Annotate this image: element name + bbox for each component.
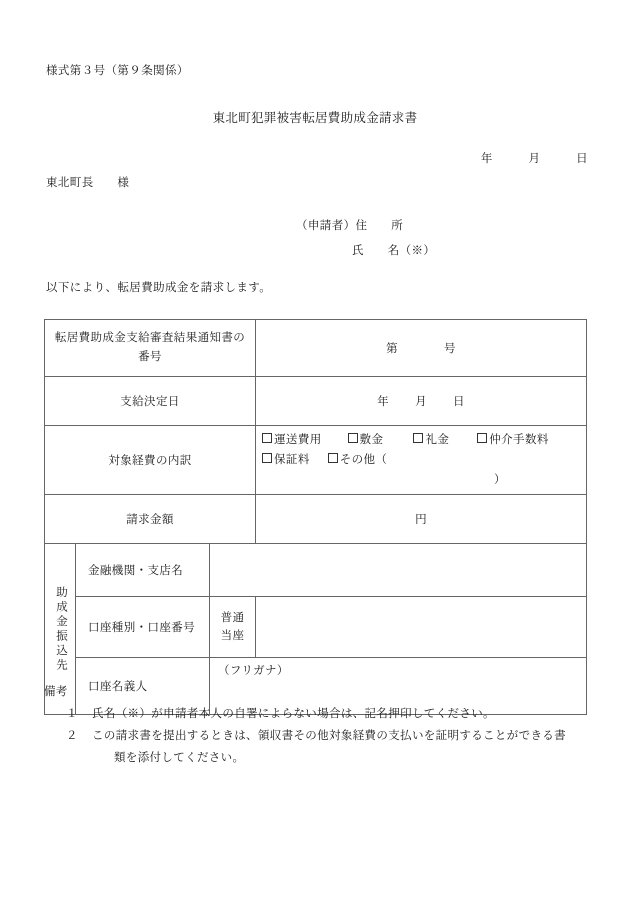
notice-number-dai: 第 xyxy=(386,343,399,355)
bank-institution-label: 金融機関・支店名 xyxy=(76,544,210,597)
remarks-title: 備考 xyxy=(44,686,68,698)
account-type-number-label: 口座種別・口座番号 xyxy=(76,597,210,658)
checkbox-label-guarantee-fee: 保証料 xyxy=(274,454,310,466)
checkbox-option-guarantee-fee[interactable] xyxy=(262,450,310,470)
expense-breakdown-row-1 xyxy=(262,430,586,450)
checkbox-icon[interactable] xyxy=(477,433,487,443)
remarks-item-2-continuation: 類を添付してください。 xyxy=(114,752,245,764)
notice-number-label-line2: 番号 xyxy=(138,351,162,363)
claim-amount-value-cell[interactable] xyxy=(256,495,587,544)
checkbox-option-deposit[interactable] xyxy=(348,430,384,450)
date-entry-line: 年 月 日 xyxy=(480,153,588,165)
intro-statement: 以下により、転居費助成金を請求します。 xyxy=(46,282,272,294)
decision-date-label: 支給決定日 xyxy=(45,377,256,426)
notice-number-label xyxy=(45,320,256,377)
remarks-item-2-text: この請求書を提出するときは、領収書その他対象経費の支払いを証明することができる書 xyxy=(92,730,566,742)
decision-date-value-cell[interactable] xyxy=(256,377,587,426)
remarks-item-1-text: 氏名（※）が申請者本人の自署によらない場合は、記名押印してください。 xyxy=(92,708,495,720)
checkbox-option-keymoney[interactable] xyxy=(413,430,449,450)
table-row-bank-institution xyxy=(45,544,587,597)
account-holder-label: 口座名義人 xyxy=(76,658,210,715)
checkbox-icon[interactable] xyxy=(348,433,358,443)
applicant-block xyxy=(296,214,435,264)
remarks-section xyxy=(44,681,592,769)
claim-amount-unit: 円 xyxy=(415,514,427,526)
notice-number-label-line1: 転居費助成金支給審査結果通知書の xyxy=(54,332,246,344)
account-number-value[interactable] xyxy=(256,597,587,658)
expense-breakdown-row-2 xyxy=(262,450,586,490)
expense-breakdown-options-cell xyxy=(256,426,587,495)
other-open-paren: （ xyxy=(375,454,388,466)
checkbox-option-brokerage-fee[interactable] xyxy=(477,430,549,450)
table-row-claim-amount xyxy=(45,495,587,544)
checkbox-option-other[interactable] xyxy=(328,450,376,470)
checkbox-label-other: その他 xyxy=(339,454,376,466)
expense-breakdown-label: 対象経費の内訳 xyxy=(45,426,256,495)
decision-date-day: 日 xyxy=(452,396,465,408)
notice-number-gou: 号 xyxy=(444,343,456,355)
checkbox-label-keymoney: 礼金 xyxy=(425,434,450,446)
checkbox-label-brokerage-fee: 仲介手数料 xyxy=(489,434,549,446)
checkbox-icon[interactable] xyxy=(413,433,423,443)
bank-section-vertical-label-text: 助成金振込先 xyxy=(55,585,67,673)
account-type-options[interactable] xyxy=(210,597,256,658)
claim-amount-label: 請求金額 xyxy=(45,495,256,544)
checkbox-icon[interactable] xyxy=(328,453,338,463)
bank-institution-value[interactable] xyxy=(210,544,587,597)
checkbox-option-transport[interactable] xyxy=(262,430,322,450)
table-row-decision-date xyxy=(45,377,587,426)
page-title: 東北町犯罪被害転居費助成金請求書 xyxy=(212,111,418,125)
notice-number-value-cell[interactable] xyxy=(256,320,587,377)
notice-number-entry xyxy=(386,343,456,355)
decision-date-month: 月 xyxy=(415,396,427,408)
applicant-name-line: 氏 名（※） xyxy=(352,245,436,257)
applicant-address-line: （申請者）住 所 xyxy=(296,220,404,232)
checkbox-label-deposit: 敷金 xyxy=(359,434,384,446)
checkbox-icon[interactable] xyxy=(262,433,272,443)
form-number: 様式第３号（第９条関係） xyxy=(46,65,189,77)
remarks-item-1-number: １ xyxy=(66,708,78,720)
remarks-item-2 xyxy=(44,725,592,769)
remarks-item-1 xyxy=(44,703,592,725)
checkbox-label-transport: 運送費用 xyxy=(274,434,322,446)
table-row-notice-number xyxy=(45,320,587,377)
addressee: 東北町長 様 xyxy=(46,177,130,189)
account-type-option-toza[interactable]: 当座 xyxy=(220,630,245,642)
table-row-account-type-number xyxy=(45,597,587,658)
checkbox-icon[interactable] xyxy=(262,453,272,463)
claim-form-table xyxy=(44,319,587,715)
table-row-expense-breakdown xyxy=(45,426,587,495)
decision-date-year: 年 xyxy=(377,396,390,408)
remarks-item-2-number: ２ xyxy=(66,730,78,742)
account-holder-furigana-label: （フリガナ） xyxy=(218,665,289,677)
account-type-option-futsu[interactable]: 普通 xyxy=(220,612,245,624)
other-close-paren: ） xyxy=(494,474,506,486)
